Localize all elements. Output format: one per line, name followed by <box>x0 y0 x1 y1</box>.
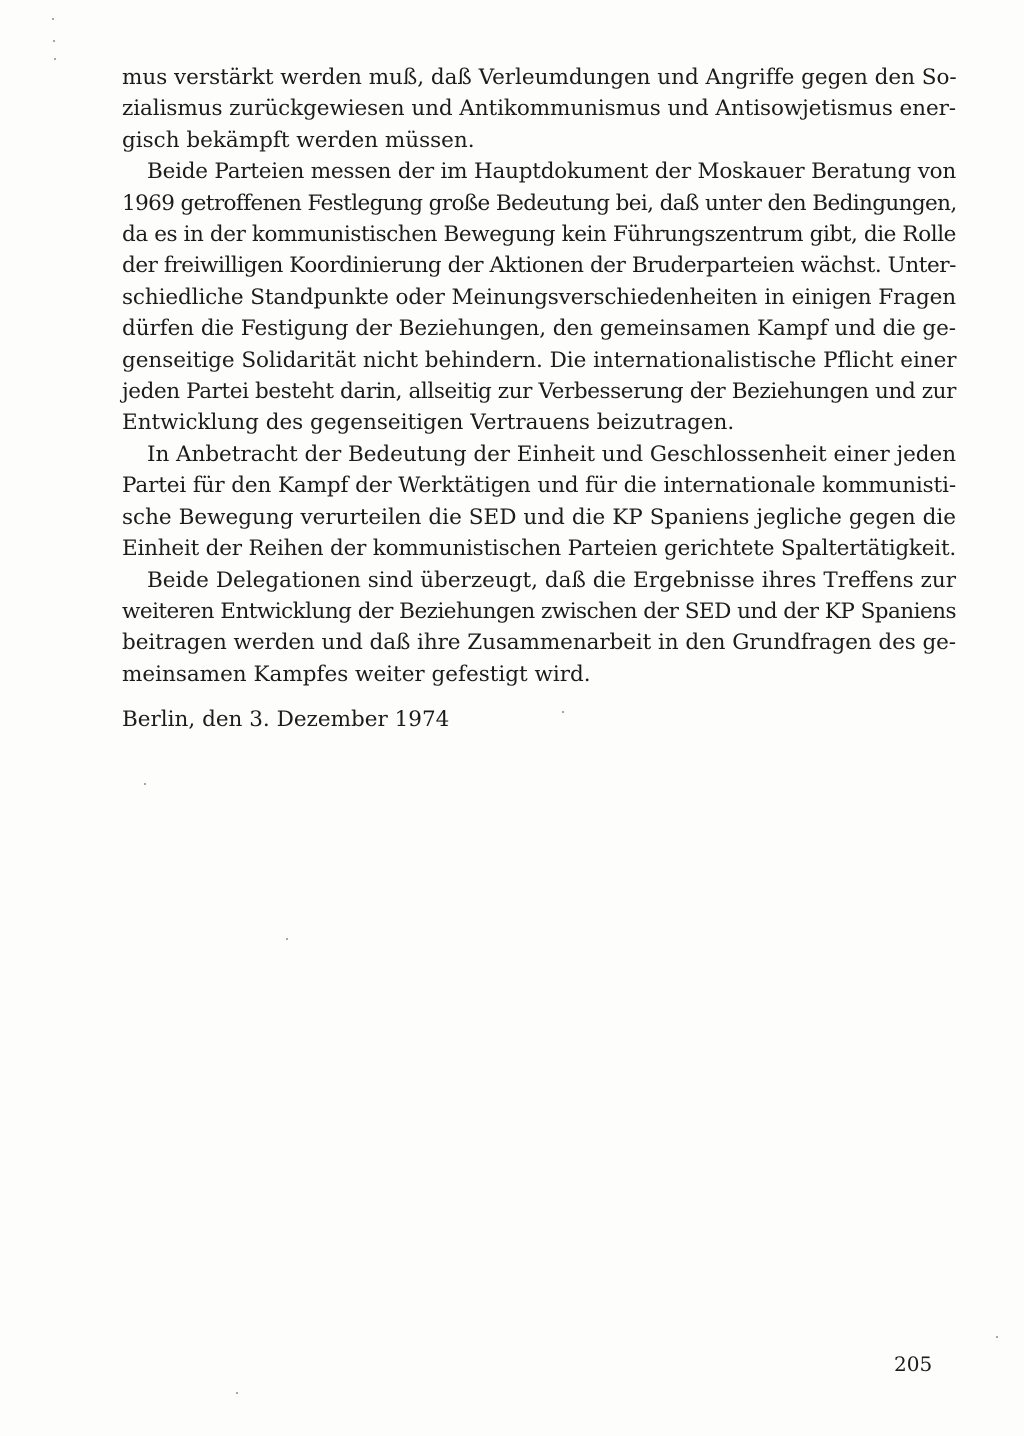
text-line: weiteren Entwicklung der Beziehungen zwischen der SED und der KP Spaniens <box>122 598 956 624</box>
text-line: beitragen werden und daß ihre Zusammenarbeit in den Grundfragen des ge- <box>122 630 956 656</box>
scan-speck <box>144 783 146 785</box>
text-line: In Anbetracht der Bedeutung der Einheit und Geschlossenheit einer jeden <box>147 441 956 467</box>
text-line: Entwicklung des gegenseitigen Vertrauens beizutragen. <box>122 410 735 436</box>
text-line: Beide Delegationen sind überzeugt, daß die Ergebnisse ihres Treffens zur <box>147 567 956 593</box>
text-line: Partei für den Kampf der Werktätigen und für die internationale kommunisti- <box>122 473 956 499</box>
body-text <box>122 62 956 690</box>
text-line: 1969 getroffenen Festlegung große Bedeutung bei, daß unter den Bedingungen, <box>122 190 957 216</box>
paragraph <box>122 565 956 691</box>
text-line: Einheit der Reihen der kommunistischen Parteien gerichtete Spaltertätigkeit. <box>122 536 956 562</box>
text-line: meinsamen Kampfes weiter gefestigt wird. <box>122 661 591 687</box>
text-line: dürfen die Festigung der Beziehungen, den gemeinsamen Kampf und die ge- <box>122 316 956 342</box>
scan-speck <box>52 18 54 20</box>
text-line: schiedliche Standpunkte oder Meinungsverschiedenheiten in einigen Fragen <box>122 284 956 310</box>
page-number: 205 <box>894 1352 933 1376</box>
text-line: gisch bekämpft werden müssen. <box>122 127 475 153</box>
scan-speck <box>53 40 55 42</box>
scan-speck <box>996 1336 998 1338</box>
scan-speck <box>54 58 56 60</box>
text-line: jeden Partei besteht darin, allseitig zur Verbesserung der Beziehungen und zur <box>122 379 956 405</box>
text-line: sche Bewegung verurteilen die SED und die KP Spaniens jegliche gegen die <box>122 504 956 530</box>
dateline: Berlin, den 3. Dezember 1974 <box>122 707 450 732</box>
scan-speck <box>562 711 564 713</box>
scan-speck <box>236 1392 238 1394</box>
text-line: Beide Parteien messen der im Hauptdokument der Moskauer Beratung von <box>147 159 956 185</box>
text-line: zialismus zurückgewiesen und Antikommunismus und Antisowjetismus ener- <box>122 96 956 122</box>
scan-speck <box>286 938 288 940</box>
text-line: der freiwilligen Koordinierung der Aktionen der Bruderparteien wächst. Unter- <box>122 253 956 279</box>
text-line: genseitige Solidarität nicht behindern. Die internationalistische Pflicht einer <box>122 347 957 373</box>
text-line: mus verstärkt werden muß, daß Verleumdungen und Angriffe gegen den So- <box>122 65 957 90</box>
paragraph <box>122 156 956 439</box>
paragraph <box>122 62 956 156</box>
text-line: da es in der kommunistischen Bewegung kein Führungszentrum gibt, die Rolle <box>122 222 956 248</box>
paragraph <box>122 439 956 565</box>
